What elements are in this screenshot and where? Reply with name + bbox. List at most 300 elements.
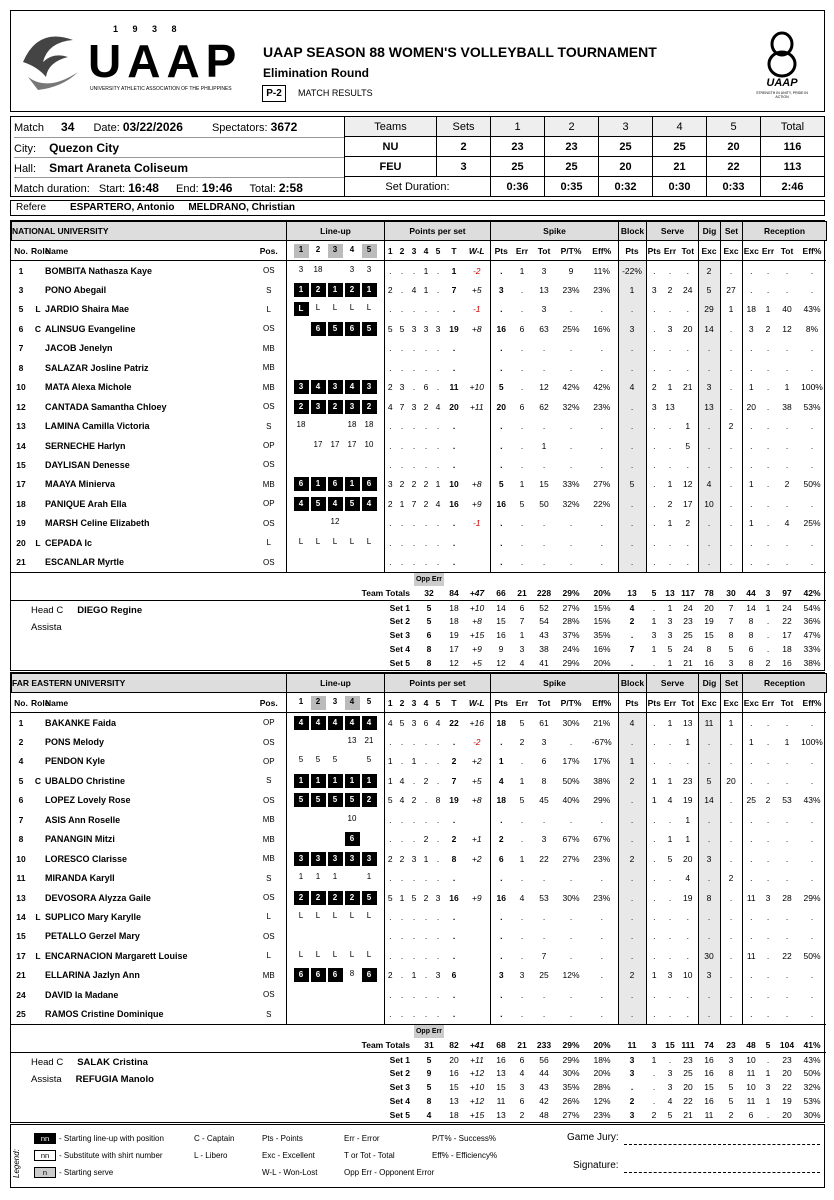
spike-pts: 5 [490,378,512,397]
lineup-box: 2 [311,891,326,905]
spike-eff: . [600,814,603,825]
serve-pts: . [646,455,662,474]
rec-exc: . [742,455,760,474]
set-number: 2 [315,244,321,254]
lineup-box: 2 [345,891,360,905]
lineup-box [328,735,343,749]
won-lost: +11 [469,401,484,412]
player-number: 17 [16,950,26,961]
set-total-value: 2 [519,1110,525,1121]
spacer [646,572,662,586]
player-number: 18 [16,498,26,509]
set-points: . [412,931,416,942]
set-total-value: 35% [562,1082,580,1093]
player-name: UBALDO Christine [45,775,126,786]
subhead-set-exc: Exc [720,693,742,712]
score-cell: 25 [653,137,707,157]
serve-pts: . [646,888,662,907]
head-coach-label: Head C [31,1057,64,1069]
serve-err: . [668,814,672,825]
lineup-box: 5 [311,497,326,511]
won-lost [464,810,490,829]
spike-err: 4 [519,892,525,903]
lineup-box: 3 [298,264,304,274]
set-total-value: 3 [519,644,525,655]
spike-err: . [520,285,524,296]
uaap-logo [18,22,243,100]
set-total-value: 16 [704,1068,714,1079]
lineup-box: 1 [362,283,377,297]
total-points: . [452,989,456,1000]
score-head: 1 [491,117,545,137]
referee-names: ESPARTERO, Antonio MELDRANO, Christian [70,202,295,213]
spike-pts: . [490,514,512,533]
spike-eff: . [600,911,603,922]
lineup-box [294,735,309,749]
score-head: Sets [437,117,491,137]
serve-pts: . [646,927,662,946]
spike-pt: 12% [562,970,580,981]
lineup-box: 2 [294,891,309,905]
set-total-value: 54% [803,602,821,613]
set-points: 2 [423,775,429,786]
team-total-value: 29% [562,1040,580,1051]
set-total-value: 7 [728,616,734,627]
serve-pts: . [646,713,662,732]
set-total-value: 20 [683,1082,693,1093]
set-points: . [400,518,404,529]
set-points: . [424,989,428,1000]
rec-tot: . [785,1009,789,1020]
player-role [31,261,45,280]
set-points: 2 [411,479,417,490]
hall: Smart Araneta Coliseum [49,161,189,175]
spike-tot: 3 [541,304,547,315]
set-points: . [412,775,416,786]
set-points: . [436,537,440,548]
block-pts: . [618,927,646,946]
set-total-value: 3 [651,630,657,641]
set-total-value: 30% [803,1110,821,1121]
match-number: 34 [61,120,75,134]
legend-col2 [194,1130,234,1164]
lineup-box: 18 [296,420,306,430]
set-points: . [384,830,396,849]
team-total-value: 23 [726,1040,736,1051]
block-pts: 4 [618,378,646,397]
set-total-value: +15 [469,1110,485,1121]
player-lineup [286,868,384,887]
rec-tot: . [785,814,789,825]
set-total-value: 10 [746,1082,756,1093]
player-number: 2 [18,737,24,748]
set-points: . [424,737,428,748]
set-points: . [384,261,396,280]
set-exc: 20 [720,771,742,790]
set-total-value: 3 [667,1082,673,1093]
spike-pt: . [569,931,573,942]
set-points: . [436,834,440,845]
set-total-value: 8 [728,1068,734,1079]
serve-err: 5 [667,853,673,864]
spike-tot: 3 [541,737,547,748]
set-exc: . [720,830,742,849]
set-number: 5 [366,696,372,706]
set-points: . [400,285,404,296]
dig-exc: 14 [698,319,720,338]
set-total-value: 7 [629,644,635,655]
set-total-value: 4 [519,1068,525,1079]
set-points: . [436,911,440,922]
dig-exc: 8 [698,888,720,907]
set-points: . [384,416,396,435]
set-total-value: . [668,1054,672,1065]
set-exc: 2 [720,868,742,887]
spike-pt: 32% [562,401,580,412]
set-total-value: . [652,602,656,613]
spike-err: 5 [519,498,525,509]
dig-exc: . [698,358,720,377]
rec-err: . [766,814,770,825]
score-head: 2 [545,117,599,137]
set-total-value: +11 [470,1054,484,1065]
player-name: ENCARNACION Margarett Louise [45,950,188,961]
rec-tot: 4 [784,518,790,529]
lineup-box: 2 [328,400,343,414]
serve-tot: . [686,756,689,767]
set-total-value: 19 [782,1096,792,1107]
rec-exc: . [742,713,760,732]
col-group-pps: Points per set [385,674,491,693]
subhead-name: Name [45,693,252,712]
subhead-spike-eff: Eff% [586,241,618,260]
serve-err: . [668,989,672,1000]
spike-pt: 30% [562,892,580,903]
spacer [490,572,512,586]
player-lineup [286,1004,384,1023]
rec-tot: . [785,873,789,884]
set-points: . [412,304,416,315]
subhead-pos: Pos. [252,241,286,260]
set-total-value: 6 [748,1110,754,1121]
player-name: RAMOS Cristine Dominique [45,1009,164,1020]
lineup-box [311,929,326,943]
legend-col4 [344,1130,434,1181]
spacer [532,1024,556,1038]
spike-err: . [520,343,524,354]
spike-tot: 62 [539,401,549,412]
player-number: 13 [16,421,26,432]
logo-text: UAAP [88,35,243,87]
spike-tot: . [542,931,546,942]
player-number: 12 [16,401,26,412]
spike-eff: . [600,950,603,961]
lineup-box [345,929,360,943]
lineup-box [328,419,343,433]
lineup-box: 17 [347,439,357,449]
player-name: SERNECHE Harlyn [45,440,126,451]
spike-pt: . [569,989,573,1000]
player-role [31,397,45,416]
spike-tot: 1 [541,440,547,451]
team-header-table [11,221,827,241]
col-group-lineup: Line-up [287,674,385,693]
rec-err: . [766,285,770,296]
lineup-box: L [315,949,321,959]
lineup-box: 12 [330,517,340,527]
set-total-value: 1 [765,1068,771,1079]
lineup-box [294,832,309,846]
lineup-box: 3 [328,380,343,394]
serve-tot: . [686,1009,689,1020]
set-points: 4 [435,498,441,509]
set-label: Set 2 [389,1068,410,1079]
spacer [760,572,776,586]
player-role [31,752,45,771]
player-row [11,494,826,513]
player-name: ASIS Ann Roselle [45,814,121,825]
player-role [31,985,45,1004]
spike-pts: . [490,552,512,571]
spike-pt: . [569,911,573,922]
score-cell: 25 [491,157,545,177]
subhead-wl: W-L [464,693,490,712]
serve-err: . [668,756,672,767]
set-points: . [412,989,416,1000]
serve-pts: . [646,261,662,280]
lineup-box [311,813,326,827]
score-cell: 116 [761,137,825,157]
set-total-value: 8 [426,644,432,655]
spike-eff: 23% [593,853,611,864]
set-points: . [400,1009,404,1020]
set-points: 1 [411,970,417,981]
set-points: 1 [423,265,429,276]
rec-exc: . [742,985,760,1004]
lineup-box [294,322,309,336]
lineup-box: L [332,949,338,959]
spike-eff: 23% [593,892,611,903]
rec-eff: . [810,911,814,922]
legend-col1 [34,1130,164,1181]
set-total-value: 15% [593,616,611,627]
set-total-value: 20 [782,1068,792,1079]
lineup-box [328,458,343,472]
rec-err: . [766,737,770,748]
lineup-box: 6 [362,477,377,491]
set-number: 3 [328,244,343,258]
dig-exc: . [698,533,720,552]
lineup-box [362,813,377,827]
player-position: S [266,776,272,786]
team-total-value: 233 [536,1040,552,1051]
spike-tot: . [542,537,546,548]
spacer [532,572,556,586]
set-points: . [400,970,404,981]
serve-tot: 2 [685,518,691,529]
spike-pt: . [569,557,573,568]
legend-item: P/T% - Success% [432,1134,497,1143]
col-group-set: Set [721,674,743,693]
subhead-rec-err: Err [760,241,776,260]
rec-eff: . [810,970,814,981]
spike-tot: 7 [541,950,547,961]
set-points: . [412,343,416,354]
set-exc: 1 [720,300,742,319]
spike-tot: 12 [539,382,549,393]
set-points: 1 [423,285,429,296]
player-row [11,416,826,435]
block-pts: 4 [618,713,646,732]
spike-pt: . [569,304,573,315]
set-points: . [384,907,396,926]
set-points: 3 [411,853,417,864]
legend-item: Opp Err - Opponent Error [344,1168,435,1177]
set-exc: . [720,810,742,829]
set-total-value: 3 [728,1054,734,1065]
rec-err: . [766,989,770,1000]
player-role: L [35,911,41,922]
set-points: 1 [423,853,429,864]
set-total-value: 12 [496,658,506,669]
set-duration: 2:46 [761,177,825,197]
player-role [31,810,45,829]
set-total-value: +12 [469,1096,485,1107]
set-total-value: 7 [728,602,734,613]
won-lost [464,907,490,926]
set-points: . [400,989,404,1000]
spike-tot: . [542,518,546,529]
lineup-box [311,1007,326,1021]
subhead-rec-exc: Exc [742,241,760,260]
lineup-box: 3 [349,264,355,274]
team-section-nu [10,220,825,671]
lineup-box [311,988,326,1002]
head-coach: DIEGO Regine [77,605,143,617]
subhead-serve-tot: Tot [678,693,698,712]
set-total-value: 11 [496,1096,506,1107]
set-points: . [412,362,416,373]
set-total-value: 15 [449,1082,459,1093]
spike-err: . [520,950,524,961]
rec-eff: 100% [801,737,823,748]
lineup-box [328,341,343,355]
set-total-value: 17 [782,630,792,641]
lineup-box: 1 [311,477,326,491]
player-position: MB [262,479,275,489]
set-total-value: +5 [472,658,482,669]
col-group-reception: Reception [743,222,827,241]
subhead-set-3: 3 [408,693,420,712]
serve-pts: . [646,319,662,338]
lineup-box [294,361,309,375]
set-total-value: 18 [449,602,459,613]
lineup-box [362,832,377,846]
spike-eff: . [600,989,603,1000]
player-row [11,849,826,868]
spike-eff: 17% [593,756,611,767]
lineup-box: 4 [345,380,360,394]
team-header-table [11,673,827,693]
won-lost: +1 [471,834,482,845]
lineup-box: L [298,536,304,546]
set-total-value: 19 [704,616,714,627]
player-row [11,300,826,319]
player-number: 6 [18,795,24,806]
set-points: 5 [399,323,405,334]
lineup-box: 21 [364,736,374,746]
player-lineup [286,732,384,751]
set-points: . [436,343,440,354]
spike-err: 6 [519,401,525,412]
rec-exc: . [742,494,760,513]
player-lineup [286,280,384,299]
set-points: . [412,382,416,393]
lineup-box: L [332,910,338,920]
block-pts: . [618,436,646,455]
legend-item: - Starting line-up with position [59,1134,164,1143]
set-total-value: 12 [449,658,459,669]
set-points: . [412,873,416,884]
rec-eff: 100% [801,382,823,393]
rec-eff: 53% [803,401,821,412]
serve-pts: 3 [646,397,662,416]
spacer [720,572,742,586]
player-name: SALAZAR Josline Patriz [45,362,149,373]
score-table [344,116,825,197]
rec-tot: . [785,557,789,568]
total-points: . [452,537,456,548]
lineup-box: 3 [362,380,377,394]
match-date: 03/22/2026 [122,120,183,134]
serve-tot: . [686,362,689,373]
set-points: . [384,732,396,751]
set-exc: . [720,533,742,552]
spike-pts: . [490,339,512,358]
score-cell: 2 [437,137,491,157]
set-points: . [424,362,428,373]
score-cell: 113 [761,157,825,177]
lineup-box: 3 [362,852,377,866]
rec-exc: . [742,868,760,887]
rec-tot: . [785,834,789,845]
won-lost: +2 [471,853,482,864]
set-exc: . [720,927,742,946]
set-total-value: 28% [593,1082,611,1093]
serve-pts: . [646,907,662,926]
set-points: 4 [435,717,441,728]
set-label: Set 1 [389,602,410,613]
rec-exc: . [742,810,760,829]
won-lost [464,339,490,358]
team-total-value: 78 [704,588,714,599]
rec-exc: 1 [742,378,760,397]
serve-err: . [668,362,672,373]
lineup-box: 5 [328,322,343,336]
serve-tot: 23 [683,775,693,786]
rec-err: . [766,343,770,354]
set-total-value: 3 [629,1054,635,1065]
block-pts: . [618,868,646,887]
spike-pts: . [490,261,512,280]
set-duration-label: Set Duration: [345,177,491,197]
spacer [512,572,532,586]
serve-err: 1 [667,834,673,845]
spike-tot: 25 [539,970,549,981]
set-total-value: 2 [629,1096,635,1107]
player-name: DAYLISAN Denesse [45,459,130,470]
set-total-value: 11 [746,1068,756,1079]
